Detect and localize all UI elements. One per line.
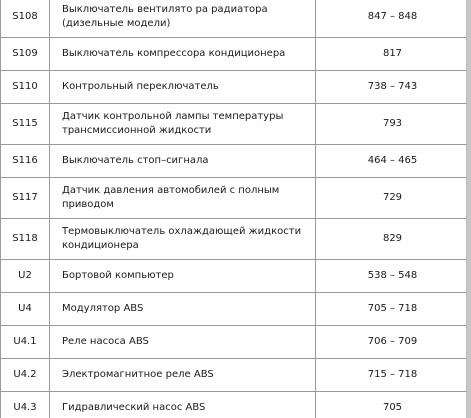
- page-reference: 464 – 465: [316, 145, 468, 178]
- component-code: S116: [1, 145, 50, 178]
- component-code: U2: [1, 260, 50, 293]
- table-row: [1, 145, 468, 178]
- table-row: [1, 392, 468, 418]
- scrollbar-thumb[interactable]: [467, 0, 471, 418]
- component-description: Электромагнитное реле ABS: [50, 359, 316, 392]
- table-row: [1, 104, 468, 145]
- component-code: S117: [1, 178, 50, 219]
- page-reference: 538 – 548: [316, 260, 468, 293]
- page-reference: 793: [316, 104, 468, 145]
- table-row: [1, 293, 468, 326]
- page-reference: 705: [316, 392, 468, 418]
- component-description: Датчик контрольной лампы температуры трансмиссионной жидкости: [50, 104, 316, 145]
- page-reference: 847 – 848: [316, 0, 468, 38]
- component-code: S115: [1, 104, 50, 145]
- component-description: Модулятор ABS: [50, 293, 316, 326]
- component-description: Выключатель компрессора кондиционера: [50, 38, 316, 71]
- page-reference: 829: [316, 219, 468, 260]
- component-code: S109: [1, 38, 50, 71]
- component-description: Термовыключатель охлаждающей жидкости кондиционера: [50, 219, 316, 260]
- page-reference: 715 – 718: [316, 359, 468, 392]
- component-description: Реле насоса ABS: [50, 326, 316, 359]
- component-code: U4: [1, 293, 50, 326]
- page-reference: 738 – 743: [316, 71, 468, 104]
- page-reference: 817: [316, 38, 468, 71]
- component-description: Контрольный переключатель: [50, 71, 316, 104]
- component-code: U4.3: [1, 392, 50, 418]
- page-reference: 706 – 709: [316, 326, 468, 359]
- component-description: Выключатель стоп–сигнала: [50, 145, 316, 178]
- component-code: S110: [1, 71, 50, 104]
- component-description: Датчик давления автомобилей с полным приводом: [50, 178, 316, 219]
- table-row: [1, 0, 468, 38]
- table-row: [1, 219, 468, 260]
- page-reference: 729: [316, 178, 468, 219]
- component-code: U4.2: [1, 359, 50, 392]
- component-code: U4.1: [1, 326, 50, 359]
- table-row: [1, 260, 468, 293]
- table-row: [1, 178, 468, 219]
- table-row: [1, 38, 468, 71]
- component-description: Гидравлический насос ABS: [50, 392, 316, 418]
- vertical-scrollbar[interactable]: [466, 0, 471, 418]
- table-row: [1, 359, 468, 392]
- component-code: S108: [1, 0, 50, 38]
- table-row: [1, 71, 468, 104]
- component-code: S118: [1, 219, 50, 260]
- page-reference: 705 – 718: [316, 293, 468, 326]
- component-description: Бортовой компьютер: [50, 260, 316, 293]
- component-description: Выключатель вентилято ра радиатора (дизельные модели): [50, 0, 316, 38]
- table-row: [1, 326, 468, 359]
